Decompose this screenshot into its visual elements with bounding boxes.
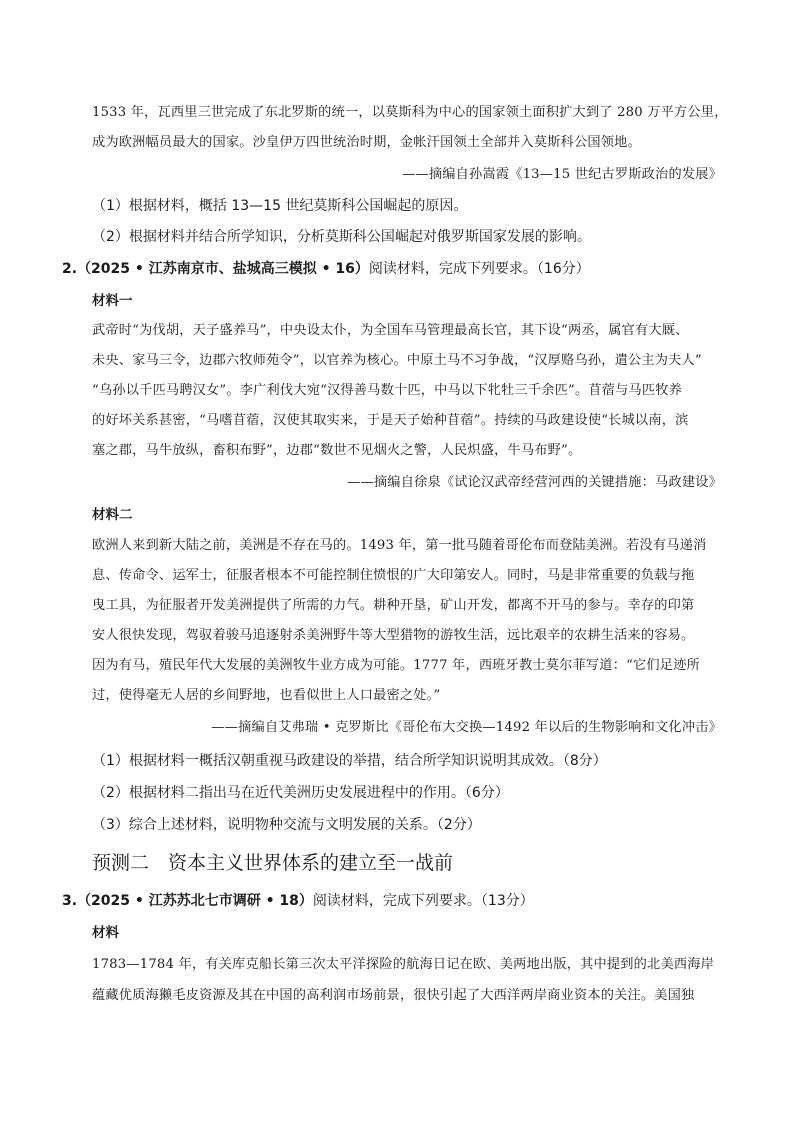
q2-material1-line-2: 未央、家马三令，边郡六牧师苑令”，以官养为核心。中原土马不习争战，“汉厚赂乌孙，遣公主为夫人”	[92, 353, 702, 368]
q2-material1-label: 材料一	[92, 293, 133, 309]
q2-material1-line-1: 武帝时“为伐胡，天子盛养马”，中央设太仆，为全国车马管理最高长官，其下设“两丞，属官有大厩、	[92, 323, 689, 338]
section-title: 预测二 资本主义世界体系的建立至一战前	[92, 852, 454, 874]
q2-instruction: 阅读材料，完成下列要求。（16分）	[368, 261, 590, 277]
q1-question-1: （1）根据材料，概括 13—15 世纪莫斯科公国崛起的原因。	[92, 198, 468, 214]
q3-material-line-1: 1783—1784 年，有关库克船长第三次太平洋探险的航海日记在欧、美两地出版，其中提到的北美西海岸	[92, 957, 714, 972]
q2-material2-line-4: 安人很快发现，驾驭着骏马追逐射杀美洲野牛等大型猎物的游牧生活，远比艰辛的农耕生活来的容易。	[92, 628, 695, 643]
q2-material1-line-5: 塞之郡，马牛放纵，畜积布野”，边郡“数世不见烟火之警，人民炽盛，牛马布野”。	[92, 443, 582, 458]
q3-tag: （2025 • 江苏苏北七市调研 • 18）	[77, 893, 313, 909]
q2-material2-line-5: 因为有马，殖民年代大发展的美洲牧牛业方成为可能。1777 年，西班牙教士莫尔菲写道：“它们足迹所	[92, 658, 700, 673]
q2-number: 2.	[62, 261, 78, 277]
q1-question-2: （2）根据材料并结合所学知识，分析莫斯科公国崛起对俄罗斯国家发展的影响。	[92, 229, 591, 245]
q2-material1-source: ——摘编自徐泉《试论汉武帝经营河西的关键措施：马政建设》	[347, 475, 722, 490]
q2-tag: （2025 • 江苏南京市、盐城高三模拟 • 16）	[77, 261, 369, 277]
q2-material1-line-3: “乌孙以千匹马聘汉女”。李广利伐大宛“汉得善马数十匹，中马以下牝牡三千余匹”。苜蓿与马匹牧养	[92, 383, 683, 398]
q3-instruction: 阅读材料，完成下列要求。（13分）	[312, 893, 534, 909]
q2-material2-source: ——摘编自艾弗瑞 • 克罗斯比《哥伦布大交换—1492 年以后的生物影响和文化冲击》	[211, 720, 722, 735]
q2-material2-line-2: 息、传命令、运军士，征服者根本不可能控制住愤恨的广大印第安人。同时，马是非常重要的负载与拖	[92, 568, 695, 583]
q2-material1-line-4: 的好坏关系甚密，“马嗜苜蓿，汉使其取实来，于是天子始种苜蓿”。持续的马政建设使“长城以南，滨	[92, 413, 689, 428]
q2-material2-line-6: 过，使得毫无人居的乡间野地，也看似世上人口最密之处。”	[92, 688, 441, 703]
q2-question-3: （3）综合上述材料，说明物种交流与文明发展的关系。（2分）	[92, 817, 481, 833]
top-passage-line-1: 1533 年，瓦西里三世完成了东北罗斯的统一，以莫斯科为中心的国家领土面积扩大到了 280 万平方公里，	[92, 105, 728, 120]
q2-material2-label: 材料二	[92, 507, 133, 523]
q2-material2-line-1: 欧洲人来到新大陆之前，美洲是不存在马的。1493 年，第一批马随着哥伦布而登陆美洲。若没有马递消	[92, 538, 707, 553]
q3-material-label: 材料	[92, 925, 119, 941]
q2-question-2: （2）根据材料二指出马在近代美洲历史发展进程中的作用。（6分）	[92, 785, 509, 801]
q3-header	[62, 892, 742, 910]
top-passage-line-2: 成为欧洲幅员最大的国家。沙皇伊万四世统治时期，金帐汗国领土全部并入莫斯科公国领地。	[92, 135, 641, 150]
top-passage-source: ——摘编自孙嵩霞《13—15 世纪古罗斯政治的发展》	[402, 167, 722, 182]
q3-material-line-2: 蕴藏优质海獭毛皮资源及其在中国的高利润市场前景，很快引起了大西洋两岸商业资本的关注。美国独	[92, 988, 695, 1003]
q2-material2-line-3: 曳工具，为征服者开发美洲提供了所需的力气。耕种开垦，矿山开发，都离不开马的参与。幸存的印第	[92, 598, 695, 613]
q2-question-1: （1）根据材料一概括汉朝重视马政建设的举措，结合所学知识说明其成效。（8分）	[92, 753, 607, 769]
q3-number: 3.	[62, 893, 78, 909]
q2-header	[62, 260, 742, 278]
